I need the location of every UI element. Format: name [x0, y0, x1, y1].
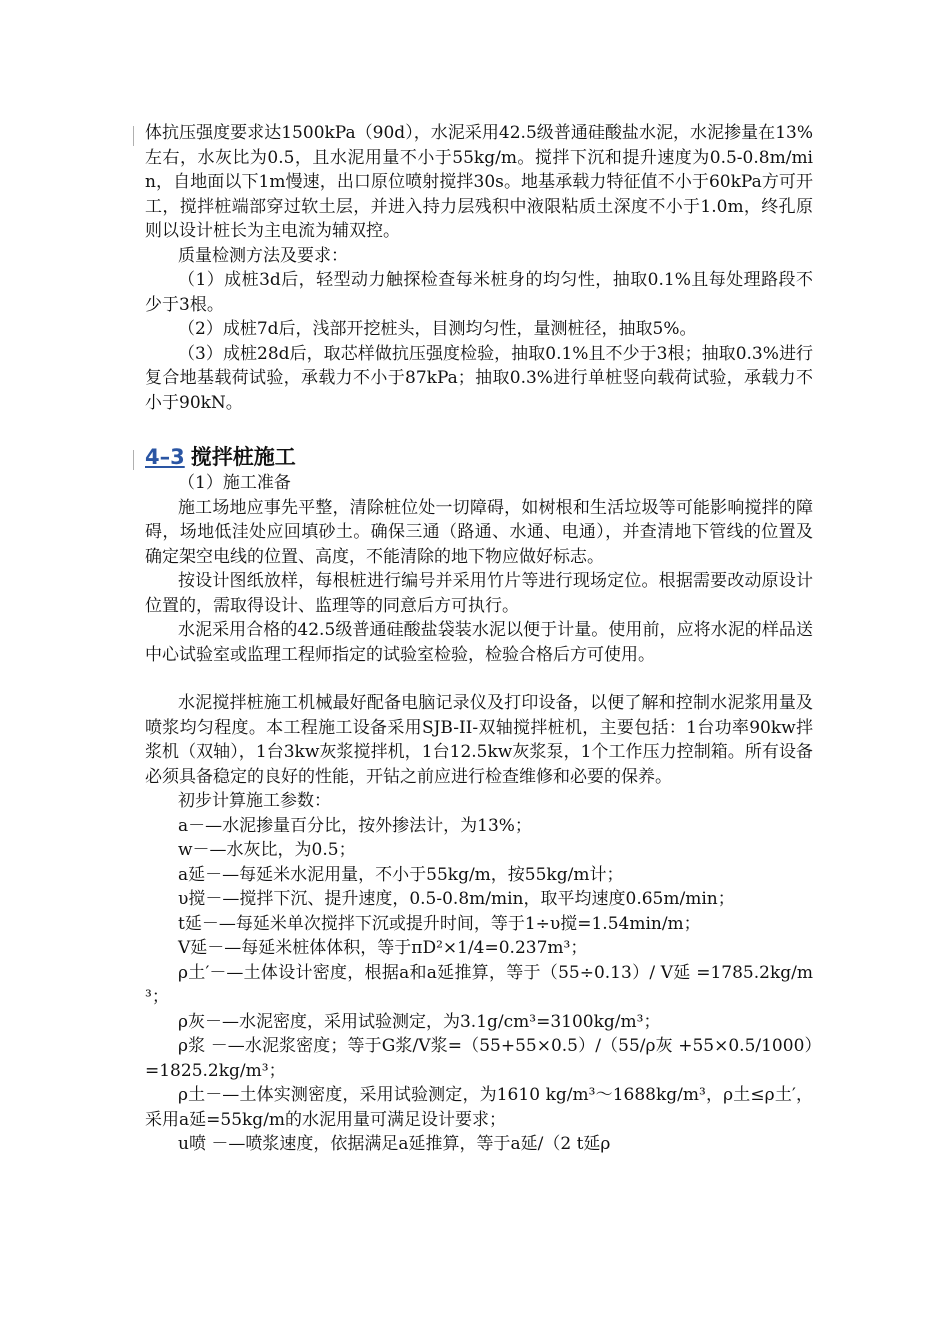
param-rho-soil: ρ土－—土体实测密度，采用试验测定，为1610 kg/m³～1688kg/m³，ρ土≤ρ土′，采用a延=55kg/m的水泥用量可满足设计要求；: [145, 1085, 813, 1130]
qc-item-3: （3）成桩28d后，取芯样做抗压强度检验，抽取0.1%且不少于3根；抽取0.3%进行复合地基载荷试验，承载力不小于87kPa；抽取0.3%进行单桩竖向载荷试验，承载力不小于90kN。: [145, 343, 813, 413]
prep-paragraph-cement: 水泥采用合格的42.5级普通硅酸盐袋装水泥以便于计量。使用前，应将水泥的样品送中心试验室或监理工程师指定的试验室检验，检验合格后方可使用。: [145, 620, 813, 665]
document-body: [145, 121, 813, 1157]
calc-title: 初步计算施工参数：: [178, 791, 331, 811]
prep-paragraph-site: 施工场地应事先平整，清除桩位处一切障碍，如树根和生活垃圾等可能影响搅拌的障碍，场地低洼处应回填砂土。确保三通（路通、水通、电通），并查清地下管线的位置及确定架空电线的位置、高度，不能清除的地下物应做好标志。: [145, 497, 813, 567]
qc-item-2: （2）成桩7d后，浅部开挖桩头，目测均匀性，量测桩径，抽取5%。: [178, 319, 697, 339]
param-v-jiao: υ搅－—搅拌下沉、提升速度，0.5-0.8m/min，取平均速度0.65m/min；: [178, 889, 735, 909]
param-t-yan: t延－—每延米单次搅拌下沉或提升时间，等于1÷υ搅=1.54min/m；: [178, 913, 701, 934]
param-a-yan: a延－—每延米水泥用量，不小于55kg/m，按55kg/m计；: [178, 864, 624, 885]
equipment-paragraph: 水泥搅拌桩施工机械最好配备电脑记录仪及打印设备，以便了解和控制水泥浆用量及喷浆均匀程度。本工程施工设备采用SJB-II-双轴搅拌桩机，主要包括：1台功率90kw拌浆机（双轴），1台3kw灰浆搅拌机，1台12.5kw灰浆泵，1个工作压力控制箱。所有设备必须具备稳定的良好的性能，开钻之前应进行检查维修和必要的保养。: [145, 693, 813, 787]
section-title: 搅拌桩施工: [190, 445, 296, 469]
param-a: a－—水泥掺量百分比，按外掺法计，为13%；: [178, 815, 532, 836]
section-heading: [145, 427, 813, 471]
param-w: w－—水灰比，为0.5；: [178, 840, 356, 860]
prep-title: （1）施工准备: [178, 473, 291, 493]
section-number[interactable]: 4–3: [145, 445, 185, 469]
qc-item-1: （1）成桩3d后，轻型动力触探检查每米桩身的均匀性，抽取0.1%且每处理路段不少于3根。: [145, 270, 813, 315]
param-u-pen: u喷 －—喷浆速度，依据满足a延推算，等于a延/（2 t延ρ: [178, 1134, 611, 1154]
param-V-yan: V延－—每延米桩体体积，等于πD²×1/4=0.237m³；: [178, 938, 588, 958]
revision-marker: [133, 126, 134, 146]
param-rho-slurry: ρ浆 －—水泥浆密度；等于G浆/V浆=（55+55×0.5）/（55/ρ灰 +55×0.5/1000）=1825.2kg/m³；: [145, 1036, 813, 1081]
revision-marker: [133, 450, 134, 470]
prep-paragraph-layout: 按设计图纸放样，每根桩进行编号并采用竹片等进行现场定位。根据需要改动原设计位置的，需取得设计、监理等的同意后方可执行。: [145, 571, 813, 616]
param-rho-cement: ρ灰－—水泥密度，采用试验测定，为3.1g/cm³=3100kg/m³；: [178, 1011, 661, 1032]
spacer: [145, 667, 813, 691]
paragraph-mix-spec: 体抗压强度要求达1500kPa（90d），水泥采用42.5级普通硅酸盐水泥，水泥掺量在13%左右，水灰比为0.5，且水泥用量不小于55kg/m。搅拌下沉和提升速度为0.5-0.8m/min，自地面以下1m慢速，出口原位喷射搅拌30s。地基承载力特征值不小于60kPa方可开工，搅拌桩端部穿过软土层，并进入持力层残积中液限粘质土深度不小于1.0m，终孔原则以设计桩长为主电流为辅双控。: [145, 123, 813, 241]
qc-title: 质量检测方法及要求：: [178, 245, 348, 266]
param-rho-soil-design: ρ土′－—土体设计密度，根据a和a延推算，等于（55÷0.13）/ V延 =1785.2kg/m³；: [145, 962, 813, 1007]
